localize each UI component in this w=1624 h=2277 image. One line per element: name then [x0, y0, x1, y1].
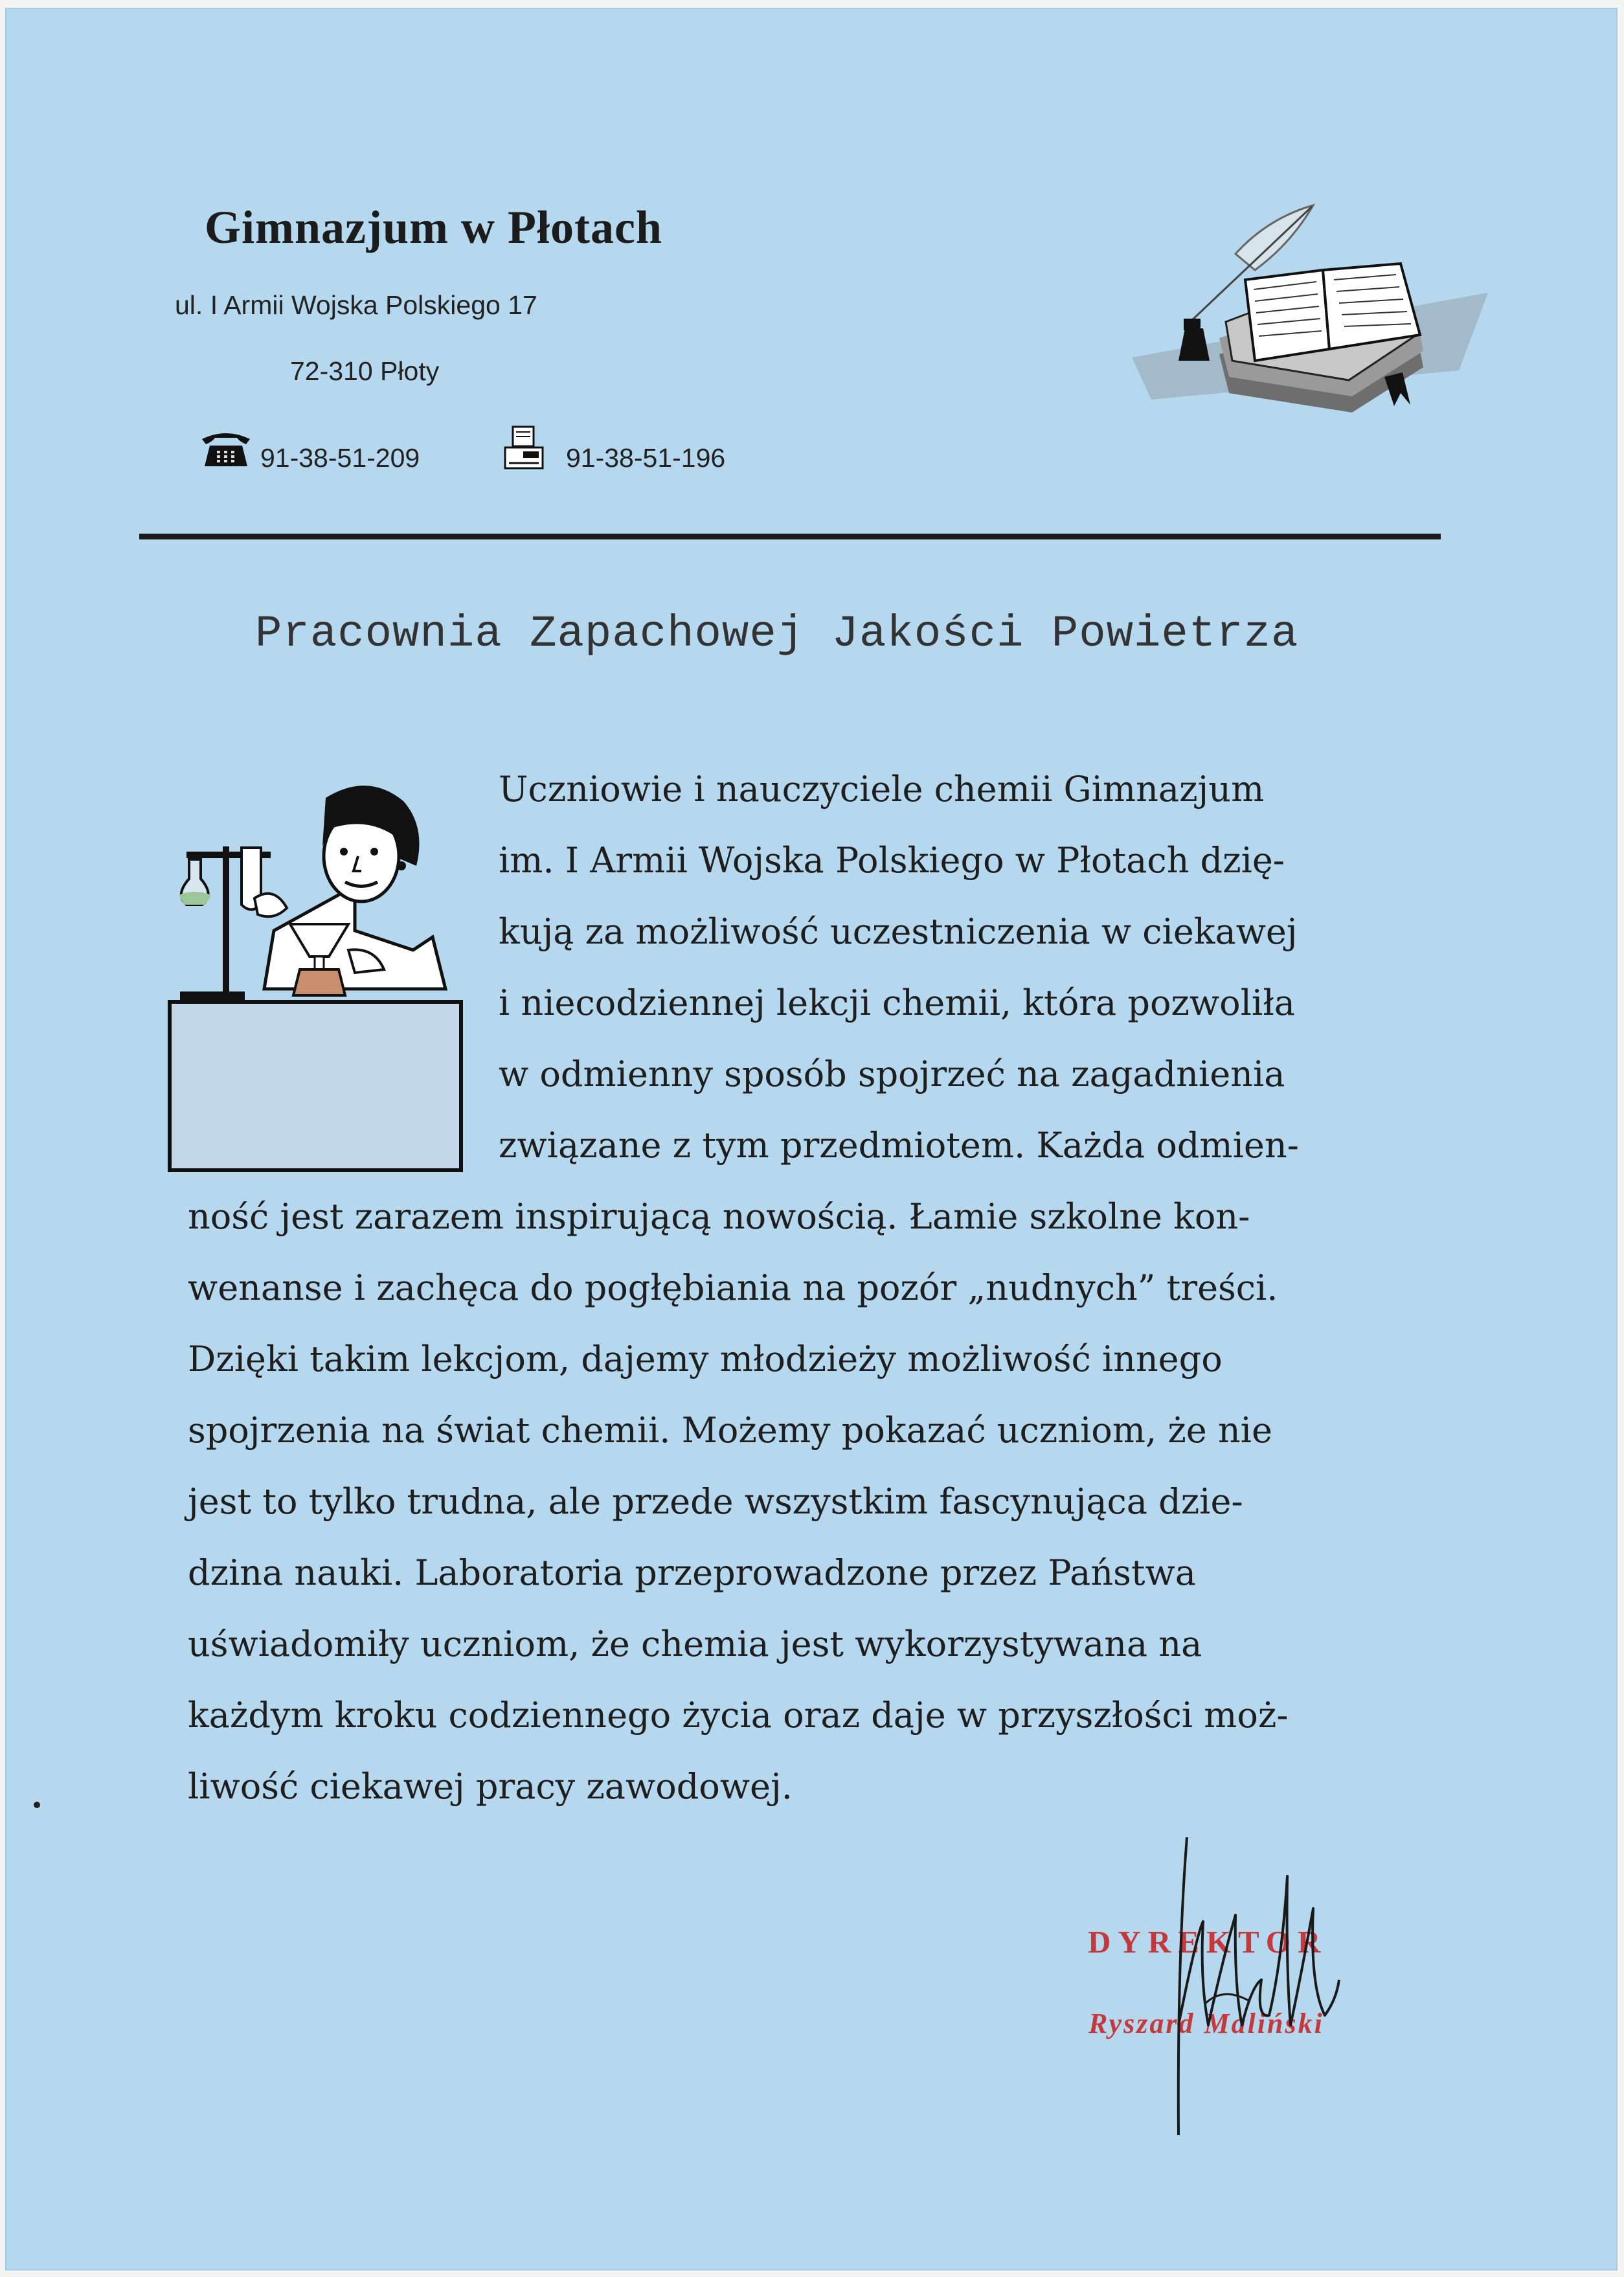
signatory-name: Ryszard Maliński: [1088, 2008, 1324, 2039]
body-line: jest to tylko trudna, ale przede wszystkim fascynująca dzie-: [188, 1481, 1243, 1522]
body-line: w odmienny sposób spojrzeć na zagadnienia: [499, 1054, 1285, 1094]
quill-and-books-icon: [1106, 199, 1494, 438]
body-line: spojrzenia na świat chemii. Możemy pokazać uczniom, że nie: [188, 1410, 1272, 1451]
fax-number: 91-38-51-196: [566, 443, 726, 473]
letter-sheet: [5, 8, 1618, 2271]
address-city: 72-310 Płoty: [290, 356, 440, 386]
body-line: liwość ciekawej pracy zawodowej.: [188, 1766, 793, 1807]
address-street: ul. I Armii Wojska Polskiego 17: [175, 290, 537, 320]
phone-number: 91-38-51-209: [260, 443, 420, 473]
body-line: każdym kroku codziennego życia oraz daje w przyszłości moż-: [188, 1695, 1289, 1736]
stray-mark: [34, 1802, 40, 1808]
school-name: Gimnazjum w Płotach: [205, 201, 662, 253]
body-line: Uczniowie i nauczyciele chemii Gimnazjum: [499, 769, 1265, 810]
body-line: i niecodziennej lekcji chemii, która pozwoliła: [499, 982, 1295, 1023]
telephone-icon: [199, 429, 253, 469]
header-divider: [139, 534, 1441, 539]
body-line: dzina nauki. Laboratoria przeprowadzone przez Państwa: [188, 1552, 1196, 1593]
body-line: uświadomiły uczniom, że chemia jest wykorzystywana na: [188, 1624, 1202, 1664]
body-line: związane z tym przedmiotem. Każda odmien-: [499, 1125, 1299, 1166]
body-line: Dzięki takim lekcjom, dajemy młodzieży możliwość innego: [188, 1339, 1223, 1379]
handwritten-signature: [1028, 1831, 1391, 2161]
chemistry-student-icon: [161, 775, 471, 1177]
lab-title: Pracownia Zapachowej Jakości Powietrza: [255, 609, 1299, 659]
signatory-title: DYREKTOR: [1088, 1924, 1328, 1960]
body-line: im. I Armii Wojska Polskiego w Płotach dzię-: [499, 840, 1285, 881]
body-line: ność jest zarazem inspirującą nowością. Łamie szkolne kon-: [188, 1196, 1250, 1237]
body-line: wenanse i zachęca do pogłębiania na pozór „nudnych” treści.: [188, 1267, 1278, 1308]
body-line: kują za możliwość uczestniczenia w ciekawej: [499, 911, 1298, 952]
fax-icon: [504, 425, 544, 471]
